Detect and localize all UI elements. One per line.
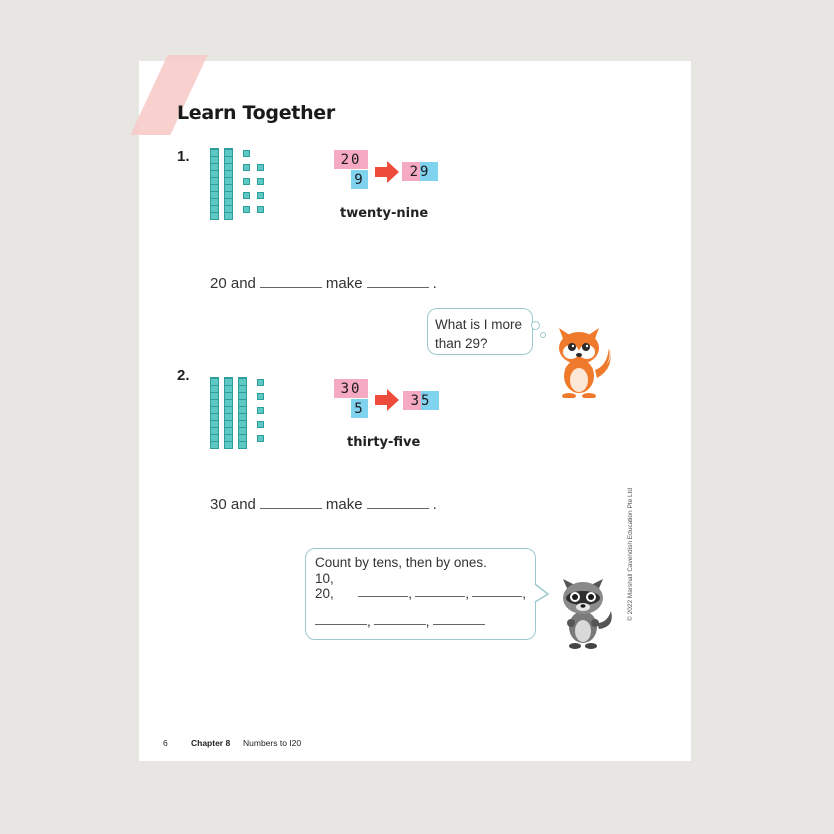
sentence-end: . xyxy=(432,496,437,513)
unit-cube xyxy=(243,150,250,157)
unit-cube xyxy=(257,164,264,171)
sentence-mid: make xyxy=(325,275,363,292)
arrow-right-icon xyxy=(375,161,399,183)
bubble-line: Count by tens, then by ones. xyxy=(315,555,487,570)
ten-rod xyxy=(224,148,233,220)
arrow-right-icon xyxy=(375,389,399,411)
answer-blank[interactable] xyxy=(415,596,465,597)
fill-in-sentence-1 xyxy=(210,275,437,292)
answer-blank[interactable] xyxy=(315,624,367,625)
answer-blank[interactable] xyxy=(260,508,322,509)
sentence-end: . xyxy=(432,275,437,292)
page-title: Learn Together xyxy=(177,102,335,124)
ten-rod xyxy=(224,377,233,449)
bubble-line: What is I more xyxy=(435,317,523,332)
ten-rod xyxy=(238,377,247,449)
bubble-line: than 29? xyxy=(435,336,488,351)
unit-cube xyxy=(257,178,264,185)
raccoon-mascot-icon xyxy=(555,571,615,649)
question-number-1: 1. xyxy=(177,148,190,165)
unit-cube xyxy=(257,206,264,213)
comma: , xyxy=(465,586,469,601)
combined-number-text: 35 xyxy=(410,392,432,409)
tens-place-card: 20 xyxy=(334,150,368,169)
combined-number-card xyxy=(403,391,439,410)
unit-cube xyxy=(257,421,264,428)
sequence-start: 10, 20, xyxy=(315,571,334,601)
ones-place-card: 5 xyxy=(351,399,368,418)
unit-cube xyxy=(257,435,264,442)
ten-rod xyxy=(210,377,219,449)
comma: , xyxy=(367,614,371,629)
answer-blank[interactable] xyxy=(260,287,322,288)
workbook-page xyxy=(139,61,691,761)
thought-dot xyxy=(540,332,546,338)
speech-bubble-tail xyxy=(534,584,550,604)
count-sequence-row-2 xyxy=(315,611,526,629)
fox-thought-bubble xyxy=(427,308,533,355)
number-word-2: thirty-five xyxy=(347,435,421,450)
sentence-start: 30 and xyxy=(210,496,256,513)
raccoon-speech-bubble xyxy=(305,548,536,640)
chapter-label: Chapter 8 xyxy=(191,738,231,748)
fill-in-sentence-2 xyxy=(210,496,437,513)
fox-mascot-icon xyxy=(549,318,615,398)
ten-rod xyxy=(210,148,219,220)
unit-cube xyxy=(257,393,264,400)
answer-blank[interactable] xyxy=(433,624,485,625)
unit-cube xyxy=(243,178,250,185)
page-number: 6 xyxy=(163,738,168,748)
ones-place-card: 9 xyxy=(351,170,368,189)
comma: , xyxy=(408,586,412,601)
unit-cube xyxy=(257,379,264,386)
unit-cube xyxy=(243,192,250,199)
unit-cube xyxy=(257,407,264,414)
answer-blank[interactable] xyxy=(374,624,426,625)
unit-cube xyxy=(243,206,250,213)
comma: , xyxy=(425,614,430,629)
combined-number-card xyxy=(402,162,438,181)
answer-blank[interactable] xyxy=(367,508,429,509)
answer-blank[interactable] xyxy=(358,596,408,597)
copyright-notice: © 2022 Marshall Cavendish Education Pte Ltd xyxy=(627,487,634,621)
unit-cube xyxy=(257,192,264,199)
count-sequence-row-1 xyxy=(315,571,527,601)
combined-number-text: 29 xyxy=(409,163,431,180)
answer-blank[interactable] xyxy=(472,596,522,597)
thought-dot xyxy=(531,321,540,330)
chapter-title: Numbers to I20 xyxy=(243,738,302,748)
answer-blank[interactable] xyxy=(367,287,429,288)
sentence-mid: make xyxy=(325,496,363,513)
unit-cube xyxy=(243,164,250,171)
question-number-2: 2. xyxy=(177,367,190,384)
sentence-start: 20 and xyxy=(210,275,256,292)
tens-place-card: 30 xyxy=(334,379,368,398)
comma: , xyxy=(522,586,527,601)
number-word-1: twenty-nine xyxy=(340,206,429,221)
